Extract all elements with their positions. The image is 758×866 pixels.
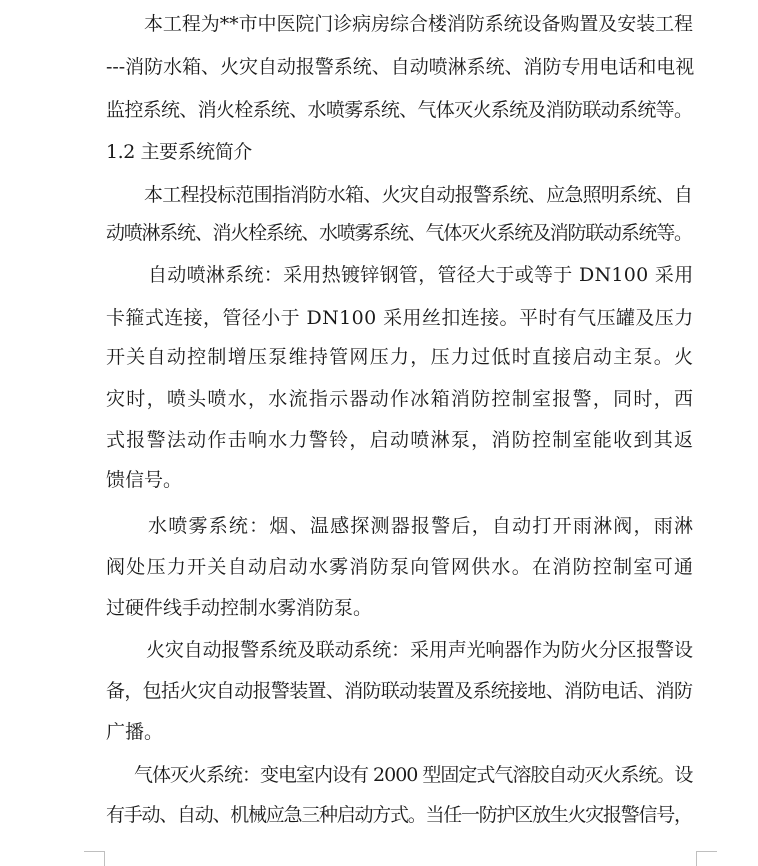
water-spray-line-3: 过硬件线手动控制水雾消防泵。 bbox=[106, 597, 373, 619]
fire-alarm-line-3: 广播。 bbox=[106, 721, 164, 743]
sprinkler-line-1: 自动喷淋系统：采用热镀锌钢管，管径大于或等于 DN100 采用 bbox=[148, 264, 694, 286]
scope-line-1: 本工程投标范围指消防水箱、火灾自动报警系统、应急照明系统、自 bbox=[144, 184, 693, 206]
fire-alarm-line-2: 备，包括火灾自动报警装置、消防联动装置及系统接地、消防电话、消防 bbox=[106, 680, 693, 702]
text-line bbox=[0, 97, 758, 123]
text-line bbox=[0, 182, 758, 208]
fire-alarm-line-1: 火灾自动报警系统及联动系统：采用声光响器作为防火分区报警设 bbox=[146, 639, 693, 661]
text-line bbox=[0, 11, 758, 37]
gas-extinguishing-line-2: 有手动、自动、机械应急三种启动方式。当任一防护区放生火灾报警信号， bbox=[106, 804, 692, 826]
text-line bbox=[0, 595, 758, 621]
text-line bbox=[0, 719, 758, 745]
sprinkler-line-3: 开关自动控制增压泵维持管网压力，压力过低时直接启动主泵。火 bbox=[106, 346, 695, 368]
text-line bbox=[0, 220, 758, 246]
text-line bbox=[0, 262, 758, 288]
sprinkler-line-6: 馈信号。 bbox=[106, 469, 183, 491]
water-spray-line-1: 水喷雾系统：烟、温感探测器报警后，自动打开雨淋阀，雨淋 bbox=[148, 515, 695, 537]
intro-line-1: 本工程为**市中医院门诊病房综合楼消防系统设备购置及安装工程 bbox=[144, 13, 693, 35]
scope-line-2: 动喷淋系统、消火栓系统、水喷雾系统、气体灭火系统及消防联动系统等。 bbox=[106, 222, 692, 244]
text-line bbox=[0, 467, 758, 493]
text-line bbox=[0, 802, 758, 828]
sprinkler-line-4: 灾时，喷头喷水，水流指示器动作冰箱消防控制室报警，同时，西 bbox=[106, 388, 695, 410]
text-line bbox=[0, 305, 758, 331]
text-line bbox=[0, 427, 758, 453]
text-line bbox=[0, 762, 758, 788]
sprinkler-line-2: 卡箍式连接，管径小于 DN100 采用丝扣连接。平时有气压罐及压力 bbox=[106, 307, 694, 329]
intro-line-2: ---消防水箱、火灾自动报警系统、自动喷淋系统、消防专用电话和电视 bbox=[106, 56, 695, 78]
text-line bbox=[0, 637, 758, 663]
water-spray-line-2: 阀处压力开关自动启动水雾消防泵向管网供水。在消防控制室可通 bbox=[106, 556, 695, 578]
intro-line-3: 监控系统、消火栓系统、水喷雾系统、气体灭火系统及消防联动系统等。 bbox=[106, 99, 693, 121]
text-line bbox=[0, 344, 758, 370]
text-line bbox=[0, 513, 758, 539]
text-line bbox=[0, 554, 758, 580]
section-heading: 1.2 主要系统简介 bbox=[106, 141, 252, 163]
text-line bbox=[0, 54, 758, 80]
text-line bbox=[0, 678, 758, 704]
gas-extinguishing-line-1: 气体灭火系统：变电室内设有 2000 型固定式气溶胶自动灭火系统。设 bbox=[134, 764, 693, 786]
text-line bbox=[0, 139, 758, 165]
sprinkler-line-5: 式报警法动作击响水力警铃，启动喷淋泵，消防控制室能收到其返 bbox=[106, 429, 695, 451]
text-line bbox=[0, 386, 758, 412]
